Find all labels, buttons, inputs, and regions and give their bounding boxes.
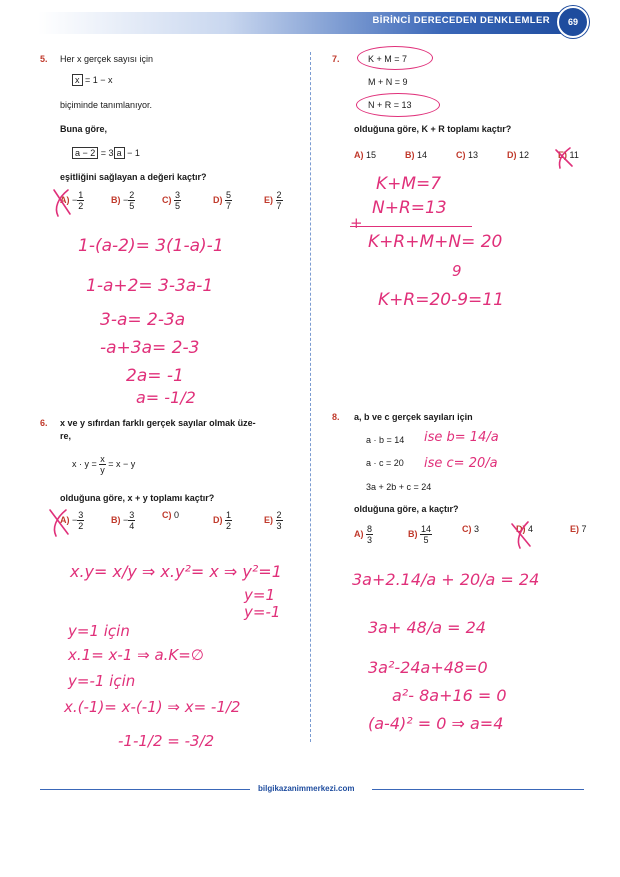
option-e [264, 190, 283, 211]
option-letter: C) [462, 524, 472, 534]
question-prompt: olduğuna göre, K + R toplamı kaçtır? [354, 124, 512, 134]
option-value: 3 [474, 524, 480, 534]
option-b [111, 510, 135, 531]
denominator: 5 [129, 201, 135, 211]
equation [72, 148, 140, 158]
definition-rest: = 1 − x [85, 75, 113, 85]
option-d [507, 150, 529, 160]
question-prompt: olduğuna göre, x + y toplamı kaçtır? [60, 493, 215, 503]
option-e [264, 510, 283, 531]
option-letter: D) [213, 514, 223, 525]
numerator: 2 [129, 190, 135, 200]
option-letter: D) [516, 524, 526, 534]
equation-3: N + R = 13 [368, 100, 412, 110]
question-text: re, [60, 431, 72, 441]
option-value: 0 [174, 510, 180, 520]
handwritten-step: y=-1 için [68, 672, 136, 690]
page-header [38, 4, 590, 44]
option-a [354, 150, 376, 160]
option-a [60, 190, 84, 211]
circled-mark [357, 46, 433, 70]
option-letter: C) [456, 150, 466, 160]
denominator: y [100, 465, 105, 475]
option-c [462, 524, 479, 534]
numerator: 8 [367, 524, 373, 534]
equation-right: = x − y [108, 458, 136, 469]
handwritten-step: x.1= x-1 ⇒ a.K=∅ [68, 646, 204, 664]
denominator: 5 [175, 201, 181, 211]
option-letter: A) [60, 194, 70, 205]
chapter-title: BİRİNCİ DERECEDEN DENKLEMLER [372, 15, 550, 26]
option-letter: D) [507, 150, 517, 160]
option-letter: E) [558, 150, 567, 160]
column-divider [310, 52, 311, 742]
option-c [162, 510, 179, 520]
numerator: 2 [276, 190, 282, 200]
denominator: 2 [78, 521, 84, 531]
handwritten-step: ise c= 20/a [424, 456, 498, 471]
option-fraction [366, 524, 373, 545]
equation-left: x · y = [72, 458, 97, 469]
handwritten-step: a²- 8a+16 = 0 [392, 686, 507, 705]
option-value: 15 [366, 150, 377, 160]
numerator: 3 [129, 510, 135, 520]
handwritten-step: 3a+2.14/a + 20/a = 24 [352, 570, 540, 589]
equation-1: K + M = 7 [368, 54, 408, 64]
option-b [405, 150, 427, 160]
option-a [354, 524, 373, 545]
sum-line [350, 226, 472, 227]
handwritten-step: y=1 [244, 586, 275, 604]
circled-mark [356, 93, 440, 117]
option-fraction [174, 190, 181, 211]
question-text: Her x gerçek sayısı için [60, 54, 154, 64]
option-letter: A) [354, 528, 364, 539]
equation [72, 454, 135, 475]
equation-end: − 1 [127, 148, 140, 158]
handwritten-step: K+M=7 [376, 174, 442, 194]
option-c [162, 190, 181, 211]
denominator: 4 [129, 521, 135, 531]
option-letter: C) [162, 510, 172, 520]
boxed-expr: a − 2 [72, 147, 98, 159]
handwritten-step: 3a²-24a+48=0 [368, 658, 488, 677]
equation-2: a · c = 20 [366, 458, 404, 468]
option-b [111, 190, 135, 211]
footer-line-right [372, 789, 584, 790]
boxed-x: x [72, 74, 83, 86]
option-fraction [77, 190, 84, 211]
option-letter: B) [408, 528, 418, 539]
option-d [516, 524, 533, 534]
footer-site: bilgikazanimmerkezi.com [258, 784, 355, 793]
option-e [558, 150, 579, 160]
option-fraction [276, 190, 283, 211]
option-letter: C) [162, 194, 172, 205]
handwritten-step: 3-a= 2-3a [100, 310, 186, 330]
handwritten-step: y=-1 [244, 603, 281, 621]
question-text: Buna göre, [60, 124, 108, 134]
numerator: 14 [421, 524, 432, 534]
denominator: 7 [276, 201, 282, 211]
equation-1: a · b = 14 [366, 435, 405, 445]
option-fraction [77, 510, 84, 531]
option-value: 13 [468, 150, 479, 160]
denominator: 2 [226, 521, 232, 531]
option-a [60, 510, 84, 531]
handwritten-step: N+R=13 [372, 198, 447, 218]
handwritten-step: K+R+M+N= 20 [368, 232, 503, 252]
question-prompt: olduğuna göre, a kaçtır? [354, 504, 459, 514]
option-letter: E) [264, 514, 273, 525]
page-number: 69 [557, 6, 589, 38]
option-value: 11 [569, 150, 579, 160]
handwritten-step: 3a+ 48/a = 24 [368, 618, 486, 637]
footer-line-left [40, 789, 250, 790]
question-text: biçiminde tanımlanıyor. [60, 100, 153, 110]
option-value: 4 [528, 524, 534, 534]
option-fraction [225, 190, 232, 211]
option-value: 14 [417, 150, 428, 160]
handwritten-step: 2a= -1 [126, 366, 184, 386]
option-fraction [225, 510, 232, 531]
question-text: a, b ve c gerçek sayıları için [354, 412, 473, 422]
equation-mid: = 3 [100, 148, 114, 158]
handwritten-step: 9 [452, 262, 462, 280]
numerator: 1 [226, 510, 232, 520]
option-letter: A) [60, 514, 70, 525]
handwritten-step: 1-(a-2)= 3(1-a)-1 [78, 236, 224, 256]
handwritten-step: ise b= 14/a [424, 430, 499, 445]
option-letter: B) [111, 194, 121, 205]
denominator: 3 [367, 535, 373, 545]
handwritten-step: y=1 için [68, 622, 130, 640]
option-sign: − [72, 514, 78, 525]
handwritten-step: x.(-1)= x-(-1) ⇒ x= -1/2 [64, 698, 241, 716]
option-sign: − [123, 194, 129, 205]
numerator: 2 [276, 510, 282, 520]
option-fraction [128, 510, 135, 531]
numerator: 5 [226, 190, 232, 200]
option-value: 12 [519, 150, 530, 160]
option-value: 7 [581, 524, 587, 534]
denominator: 7 [226, 201, 232, 211]
numerator: 1 [78, 190, 84, 200]
handwritten-plus: + [350, 214, 363, 232]
option-e [570, 524, 587, 534]
denominator: 3 [276, 521, 282, 531]
option-fraction [276, 510, 283, 531]
option-letter: E) [570, 524, 579, 534]
handwritten-step: (a-4)² = 0 ⇒ a=4 [368, 714, 504, 733]
option-b [408, 524, 432, 545]
option-c [456, 150, 478, 160]
question-number: 8. [332, 412, 340, 422]
equation-2: M + N = 9 [368, 77, 408, 87]
question-number: 6. [40, 418, 48, 428]
option-letter: E) [264, 194, 273, 205]
question-number: 7. [332, 54, 340, 64]
equation-3: 3a + 2b + c = 24 [366, 482, 432, 492]
option-fraction [128, 190, 135, 211]
numerator: x [100, 454, 105, 464]
denominator: 5 [423, 535, 429, 545]
option-letter: D) [213, 194, 223, 205]
denominator: 2 [78, 201, 84, 211]
option-d [213, 510, 232, 531]
option-fraction [420, 524, 432, 545]
handwritten-step: 1-a+2= 3-3a-1 [86, 276, 214, 296]
option-d [213, 190, 232, 211]
question-number: 5. [40, 54, 48, 64]
handwritten-step: a= -1/2 [136, 388, 196, 407]
question-prompt: eşitliğini sağlayan a değeri kaçtır? [60, 172, 207, 182]
handwritten-step: K+R=20-9=11 [378, 290, 504, 310]
numerator: 3 [78, 510, 84, 520]
option-sign: − [123, 514, 129, 525]
handwritten-step: -1-1/2 = -3/2 [118, 732, 215, 750]
option-sign: − [72, 194, 78, 205]
numerator: 3 [175, 190, 181, 200]
option-letter: B) [111, 514, 121, 525]
option-letter: A) [354, 150, 364, 160]
boxed-a: a [114, 147, 125, 159]
definition-equation [72, 75, 113, 85]
fraction [99, 454, 106, 475]
handwritten-step: -a+3a= 2-3 [100, 338, 200, 358]
handwritten-step: x.y= x/y ⇒ x.y²= x ⇒ y²=1 [70, 562, 282, 581]
question-text: x ve y sıfırdan farklı gerçek sayılar olmak üze- [60, 418, 256, 428]
option-letter: B) [405, 150, 415, 160]
